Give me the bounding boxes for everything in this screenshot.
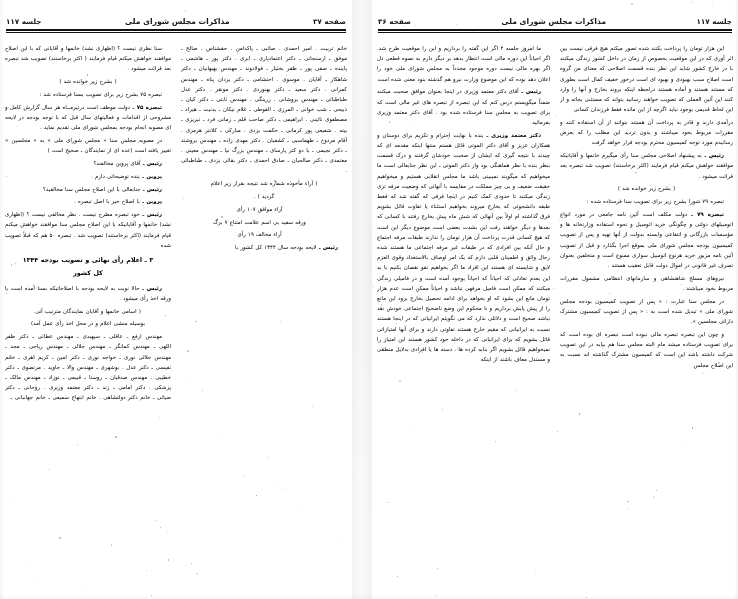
scan-artifact-speck: [631, 3, 633, 5]
scan-artifact-speck: [302, 508, 303, 509]
stage-direction: ( بشرح زیر خوانده شد ): [617, 186, 676, 193]
vote-tally-line: آراء موافق ۱۰۷ رأی: [236, 206, 283, 213]
speech-paragraph: پروین ـ بنده توضیحاتی دارم .: [91, 173, 162, 180]
scan-artifact-speck: [258, 164, 259, 165]
section-heading-continuation: کل کشور: [73, 270, 103, 278]
stage-direction: ( اسامی خانمها و آقایان نمایندگان مترتیب آتی: [35, 308, 141, 315]
scan-artifact-speck: [557, 431, 558, 432]
stage-direction: ( آراء مأخوذه شماره شد نتیجه بقرار زیر اعلام: [210, 181, 318, 188]
scan-artifact-speck: [237, 53, 238, 54]
scan-artifact-speck: [8, 500, 9, 501]
scan-artifact-speck: [159, 49, 160, 50]
scan-artifact-speck: [515, 350, 516, 351]
page-right: [372, 0, 738, 599]
scan-artifact-speck: [586, 597, 587, 598]
scan-artifact-speck: [187, 350, 189, 352]
text-column-3: [5, 44, 171, 591]
speech-paragraph: دکتر معتمد وزیری ـ بنده با نهایت احترام و تکریم برای دوستان و همکاران عزیز و آقای دکتر الموتی قائل هستم منتها اینکه مقدمه ای که چیدند با نتیجه گیری که ایشان از صحبت خودشان گرفتند و درک قسمت بنظر بنده با نظر هماهنگی بود واز دکتر الموتی ـ این نظر جنابعالی است ما میخواهیم که میگویند نمیبینی باشد ما مجلس انقلابی هستیم و میخواهیم حقیقت ضعیف و بی چیز مملکت در مقایسه با آنهائی که وضعیت مرفه تری زندگی میکنند تا حدودی کمک کنیم در اینجا فرقی که گفته شد که فقط طبقه دانشجوئی که بخارج میروند بخواهیم استثناء یا تفاوت قائل بشویم فرق گذاشته ام اولاً بین آنهائی که شش ماه پیش بخارج رفتند با کسانی که بعدها و دیگر خواهند رفت این بشدت بعضی است موضوع دیگر این است که هیچ کسانی قدرت پرداخت آن هزار تومان را ندارند طبقات مرفه اجتماع و حال آنکه بین افرادی که در طبقات غیر مرفه اجتماعی ما هستند شده رجال واثق و اطمینان قلبی دارم که یک امر اوصاف بالاستعداد وقوی العزم لایق و شایسته ای هستند این افراد ما اگر بخواهیم تقو نقصان بکنیم با بد این بعدم تعادلی که احیاناً که احیاناً بوجود آمده است و در فامیلی زندگی میکنند که ممکن است فامیل مرفهی نباشد و احیاناً ممکن است عدم هزار تومان مانع این بشود که او بخواهد برای ادامه تحصیل بخارج برود این مانع را از پیش پایش برداریم و نا محکوم این وضع ناصحیح اجتماعی خودش نقد نباشد صحیح است و دلائلی نذارد که می نگویئم ایرانیانی که در اینجا هستند نسبت به ایرانیانی که مقیم خارج هستند تفاوتی دارند و برای آنها امتیازاتی قائل بشویم که برای ایرانیانی که در داخله خود کشور هستند این امتیاز را نمیخواهیم قائل بشویم اگر بنابه کرده ها . دسته ها یا افرادی بدلایل منطقی و مستدل معاف باشند از اینکه: [377, 132, 550, 364]
body-paragraph: ما امروز جلسه ۴ اگر این گفته را برداریم و این را موقعیت طرح شد. اگر احیاناً این دوره مالی است انتظار بدهد بر دیگر دارم به نصوه قطعی دل اگر بهره مالی نیست دوره موجود مجدداً به مجلس شورای ملی خود را اعلان دهد بوده که این موضوع وزارت نیرو هم گذشته بنود معنی شده است: [377, 46, 550, 83]
scan-artifact-speck: [389, 121, 391, 123]
speech-paragraph: رئیس ـ حالا نوبت به لایحه بودجه با اصلاحاتیکه بسنا آمده است با ورقه اخذ رأی میشود .: [5, 285, 171, 302]
scan-artifact-speck: [373, 286, 374, 287]
running-head-left-right: جلسه ۱۱۷: [6, 17, 42, 27]
scan-artifact-speck: [388, 258, 389, 259]
scan-edge-right: [734, 0, 738, 599]
scan-artifact-speck: [77, 444, 79, 446]
speaker-label: پروین ـ: [139, 199, 162, 206]
scan-artifact-speck: [535, 570, 536, 571]
speaker-label: دکتر معتمد وزیری ـ: [483, 132, 541, 139]
speech-paragraph: رئیس ـ به پیشنهاد اصلاحی مجلس سنا رأی میگیرم خانمها و آقایانیکه موافقند خواهش میکنم قیام فرمایند (اکثر برخاستند) تصویب شد تبصره بعد قرائت میشود .: [560, 153, 733, 180]
scan-artifact-speck: [285, 488, 286, 489]
scan-artifact-speck: [17, 125, 18, 126]
scan-artifact-speck: [274, 180, 275, 181]
running-head-right: [378, 18, 732, 38]
scan-artifact-speck: [23, 237, 24, 238]
scan-artifact-speck: [392, 210, 393, 211]
text-column-4: [181, 44, 347, 591]
body-paragraph: تبصره ۷۹ شورا بشرح زیر برای تصویب سنا فرستاده شده :: [586, 199, 724, 206]
scan-artifact-speck: [107, 348, 108, 349]
scan-artifact-speck: [146, 570, 147, 571]
running-head-left: [6, 18, 346, 38]
speech-paragraph: رئیس ـ آقای پروین مخالفند؟: [93, 161, 162, 167]
scan-artifact-speck: [286, 75, 287, 76]
speaker-label: رئیس ـ: [518, 89, 541, 96]
book-gutter: [352, 0, 372, 599]
scan-artifact-speck: [502, 54, 503, 55]
scan-artifact-speck: [396, 323, 397, 324]
header-rule-left-thin: [6, 32, 346, 33]
scan-artifact-speck: [280, 321, 281, 322]
speaker-label: رئیس ـ: [140, 186, 162, 193]
scan-artifact-speck: [180, 105, 181, 106]
scan-artifact-speck: [408, 430, 409, 431]
stage-direction: ( بشرح زیر خوانده شد ): [59, 79, 117, 86]
scan-artifact-speck: [6, 293, 7, 294]
body-paragraph: سنا نظری نیست ؟ (اظهاری نشد) خانمها و آقایانی که با این اصلاح موافقند خواهش میکنم قیام فرمایند ( اکثر برخاستند) تصویب شد تبصره بعد قرائت میشود .: [5, 46, 171, 73]
scan-artifact-speck: [627, 501, 628, 502]
scan-artifact-speck: [159, 417, 160, 418]
scan-artifact-speck: [423, 256, 424, 257]
speaker-label: رئیس ـ: [139, 212, 162, 219]
speaker-label: پروین ـ: [139, 173, 162, 180]
clause-paragraph: تبصره ۷۹ ـ دولت مکلف است آئین نامه جامعی در مورد انواع اتومبیلهای دولتی و چگونگی خرید اتومبیل و نحوه استفاده وزارتخانه ها و مؤسسات بازرگانی و انتفاعی وابسته بدولت از آنها تهیه و پس از تصویب کمیسیون بودجه مجلس شورای ملی بموقع اجرا بگذارد و قبل از تصویب آئین نامه مزبور خرید هرنوع اتومبیل سواری ممنوع است و متخلفین بعنوان تصرف غیر قانونی در اموال دولت قابل تعقیب هستند .: [560, 212, 733, 270]
scan-artifact-speck: [256, 495, 257, 496]
scan-artifact-speck: [565, 271, 566, 272]
text-column-2: [560, 44, 733, 591]
vote-tally-line: آراء مخالف ۱۹ رأی: [237, 232, 282, 239]
scan-artifact-speck: [692, 427, 694, 429]
scan-artifact-speck: [120, 355, 121, 356]
scan-artifact-speck: [571, 66, 572, 67]
clause-number-label: تبصره ۷۵ ـ: [130, 104, 162, 111]
scan-artifact-speck: [456, 24, 457, 25]
clause-paragraph: تبصره ۷۵ ـ دولت موظف است درتیرمــاه هر سال گزارش کامل و مشروحی از اقدامات و فعالیتهای سال قبل که با توجه بودجه در لایحه ای مصوبه انجام بودجه بمجلس شورای ملی تقدیم نماید .: [5, 104, 171, 132]
speaker-label: رئیس ـ: [316, 245, 338, 252]
body-paragraph: این هزار تومان را پرداخت بکنند شده تصور میکنم هیچ فرقی نیست بین اثر آوری که در این موقعیت بخصوص از زمان در داخل کشور زندگی میکنند با در خارج کشور شاید این نظر بنده قسمت اصلاحی که معنای من گروه است اصلاح سبب بهبودی و بهبود ای است درخور خفیف کمال است بطوری که مستند هستند و آماده هستند درلحظه اینکه بروند بخارج و آنها را وارد کنند این آئین العملی که تصویب خواهند رسانید بتواند که مستثنی بجاته و از این لحاظ قدیمی بوجود نباید اگرچه از این مانده فقط فرزندان کسانی: [560, 46, 733, 114]
text-column-1: [377, 44, 550, 591]
speaker-label: رئیس ـ: [701, 153, 724, 160]
scan-artifact-speck: [438, 42, 439, 43]
scan-artifact-speck: [422, 352, 423, 353]
scan-artifact-speck: [48, 469, 49, 470]
scan-artifact-speck: [553, 288, 554, 289]
scan-artifact-speck: [11, 264, 13, 266]
scan-artifact-speck: [387, 502, 388, 503]
running-head-left-left: صفحه ۳۷: [313, 17, 346, 27]
scan-artifact-speck: [653, 496, 655, 498]
scan-artifact-speck: [644, 30, 645, 31]
deputy-name-list: مهندس ارفع ـ عاقلی ـ سپهبدی ـ مهندس عطائی ـ دکتر ظفر اللهی ـ مهندس کمانگر ـ مهندس جلالی ـ مهندس ریاحی ـ مجد ـ مهندس جلالی نوری ـ خواجه نوری ـ دکتر امین ـ کریم اهری ـ خانم نفیسی ـ دکتر عدل . بوشهری ـ مهندس والا ـ جاوید . مرتضوی ـ دکتر خطیبی . مهندس صدقیان ـ روستا ـ قبیمی ـ نوزاد ـ مهندس مالک ـ پزشکی . دکتر امامی ـ زند ـ دکتر معتمد وزیری . روحانی ـ دکتر ضیائی ـ خانم دکتر دولتشاهی . خانم ابتهاج سمیعی ـ خانم جهانبانی ـ: [5, 334, 171, 402]
scan-artifact-speck: [704, 228, 705, 229]
scan-artifact-speck: [442, 249, 443, 250]
speech-paragraph: رئیس ـ جنابعالی با این اصلاح مجلس سنا مخالفید؟: [42, 186, 162, 193]
scan-artifact-speck: [191, 563, 192, 564]
speech-paragraph: رئیس ـ آقای دکتر معتمد وزیری در اینجا بعنوان موافق صحبت میکنند ضمناً میگویستم درس کنم که این تبصره از تبصره های غیر مالی است که برای تصویب به مجلس سنا فرستاده شده بود . آقای دکتر معتمد وزیری بفرمائید: [377, 89, 550, 127]
scan-artifact-speck: [9, 357, 11, 359]
scan-artifact-speck: [185, 10, 186, 11]
scan-edge-bottom: [0, 593, 738, 599]
scan-artifact-speck: [620, 125, 622, 127]
column-grid-left: [5, 44, 347, 591]
scan-artifact-speck: [404, 26, 405, 27]
header-rule-right: [378, 29, 732, 31]
speech-paragraph: رئیس ـ لایحه بودجه سال ۱۳۴۴ کل کشور با: [235, 245, 338, 252]
scan-artifact-speck: [627, 508, 628, 509]
running-head-right-right: صفحه ۳۶: [378, 17, 411, 27]
body-paragraph: در مصوبه مجلس سنا « مجلس شورای ملی » به « مجلسین » تغییر یافته است (عده ای از نمایندگان ـ صحیح است ): [5, 138, 171, 155]
body-paragraph: تبصره ۷۵ بشرح زیر برای تصویب بسنا فرستاده شد :: [39, 92, 162, 98]
scan-artifact-speck: [559, 220, 560, 221]
stage-direction: بوسیله منشی اعلام و در محل اخذ رأی عمل آمد): [31, 321, 145, 328]
scan-artifact-speck: [221, 216, 223, 218]
header-rule-right-thin: [378, 32, 732, 33]
scan-artifact-speck: [165, 315, 166, 316]
scan-artifact-speck: [167, 531, 168, 532]
scan-edge-left: [0, 0, 4, 599]
running-head-right-center: مذاکرات مجلس شورای ملی: [501, 17, 607, 26]
scan-artifact-speck: [656, 490, 657, 491]
page-left: [0, 0, 352, 599]
scan-artifact-speck: [267, 456, 268, 457]
speech-paragraph: رئیس ـ خود تبصره مطرح نیست . نظر مخالفی نیست ؟ (اظهاری نشد) خانمها و آقایانیکه با این اصلاح مجلس سنا موافقند خواهش میکنم قیام فرمایند (اکثر برخاستند) تصویب شد . تبصره ۵۰ هم که قبلاً تصویب شده: [5, 212, 171, 249]
scan-artifact-speck: [138, 142, 139, 143]
section-heading: ۳ ـ اعلام رأی نهائی و تصویب بودجه ۱۳۴۴: [22, 257, 154, 264]
scan-artifact-speck: [635, 172, 636, 173]
stage-direction: گردید ) .: [253, 194, 275, 201]
column-grid-right: [377, 44, 733, 591]
scan-artifact-speck: [15, 263, 16, 264]
scan-artifact-speck: [115, 436, 117, 438]
body-paragraph: و چون این تبصره تبصره مالی نبوده است تبصره ای بوده است که برای تصویب فرستاده میشد مام البته مجلس سنا هم بپایه در این تصویب شرکت داشته باشد این است که کمیسیون مشترک گذاشته اند نسبت به این اصلاح مجلس: [560, 332, 733, 369]
scan-artifact-speck: [399, 380, 400, 381]
scan-artifact-speck: [718, 362, 720, 364]
body-paragraph: درآمدی دارند و قادر به پرداخت آن هستند بتوانند از آن استفاده کنند و مقررات مربوط بخود میباشند و بدون تردید این مطلب را که بعرض رسانیدم مورد توجه کمیسیون محترم بودجه قرار خواهد گرفت: [560, 120, 733, 147]
header-rule-left: [6, 29, 346, 31]
speaker-label: رئیس ـ: [140, 161, 162, 167]
scan-artifact-speck: [195, 321, 196, 322]
body-paragraph: نیروهای مسلح شاهنشاهی و سازمانهای انتظامی مشمول مقررات مربوط بخود میباشند .: [560, 275, 733, 293]
clause-number-label: تبصره ۷۹ ـ: [687, 212, 724, 219]
speaker-label: رئیس ـ: [139, 285, 162, 292]
scan-artifact-speck: [437, 568, 438, 569]
scan-artifact-speck: [137, 239, 138, 240]
scan-artifact-speck: [183, 198, 184, 199]
body-paragraph: در مجلس سنا عبارت : « پس از تصویب کمیسیون بودجه مجلس شورای ملی » تبدیل شده است به : « پس از تصویب کمیسیون مشترک دارائی مجلسین ».: [560, 298, 733, 326]
scan-artifact-speck: [218, 434, 219, 435]
scan-artifact-speck: [196, 573, 197, 574]
running-head-left-center: مذاکرات مجلس شورای ملی: [124, 17, 230, 26]
running-head-right-left: جلسه ۱۱۷: [696, 17, 732, 27]
scan-artifact-speck: [59, 537, 61, 539]
vote-tally-line: ورقه سفید بی اسم علامت امتناع ۷ برگ: [213, 219, 306, 226]
speech-paragraph: پروین ـ با اصلاح خیر با اصل تبصره .: [74, 199, 162, 206]
scan-artifact-speck: [691, 1, 692, 2]
scan-artifact-speck: [87, 74, 89, 76]
scan-artifact-speck: [362, 411, 363, 412]
scan-artifact-speck: [277, 482, 278, 483]
deputy-name-list: خانم تربیت . امیر احمدی . صائبی ـ پاکدامن . حقشناس . صالح ـ موفق ـ ارسنجانی ـ دکتر اعتمادپاری ـ ابری . دکتر پور ـ هاشمی ـ پاینده ـ صفی پور ـ ظفر بختیار ـ فولادوند ـ مهندس بهبهانیان ـ دکتر شاهکار ـ آقایان . موسوی . احتشامی ـ دکتر یزدان پناه ـ مهندس کمرانی . دکتر سعید ـ دکتر بهنوردی . دکتر مونقر . دکتر عدل طباطبائی ـ مهندس بروشانی . زرینگی . مهندس ثابتی ـ دکتر کیان ـ ذبیحی ـ شب خوانی ـ المرزی ـ القوطی ـ غلام نیکان ـ بدنیت ـ هیراد ـ مصطفوی نائینی . ابراهیمی ـ دکتر صاحب قلم ـ زمانی فرد ـ تبریزی ـ بیته . شفیعی پور کرمانی ـ حکمت یزدی . مبارکی ـ کلانتر هرمزی . آقام مردوخ ـ طهماسبی ـ کشفیان . دکتر مهدی زاده ـ مهندس بروشند ـ دکتر نجیمی ـ با دو کتر پارسای ـ مهندس بزرگ نیا ـ مهندس معینی . معتمدی ـ دکتر صالحیان ـ صادق احمدی ـ دکتر بقائی یزدی ـ طباطبائی .: [181, 46, 347, 175]
